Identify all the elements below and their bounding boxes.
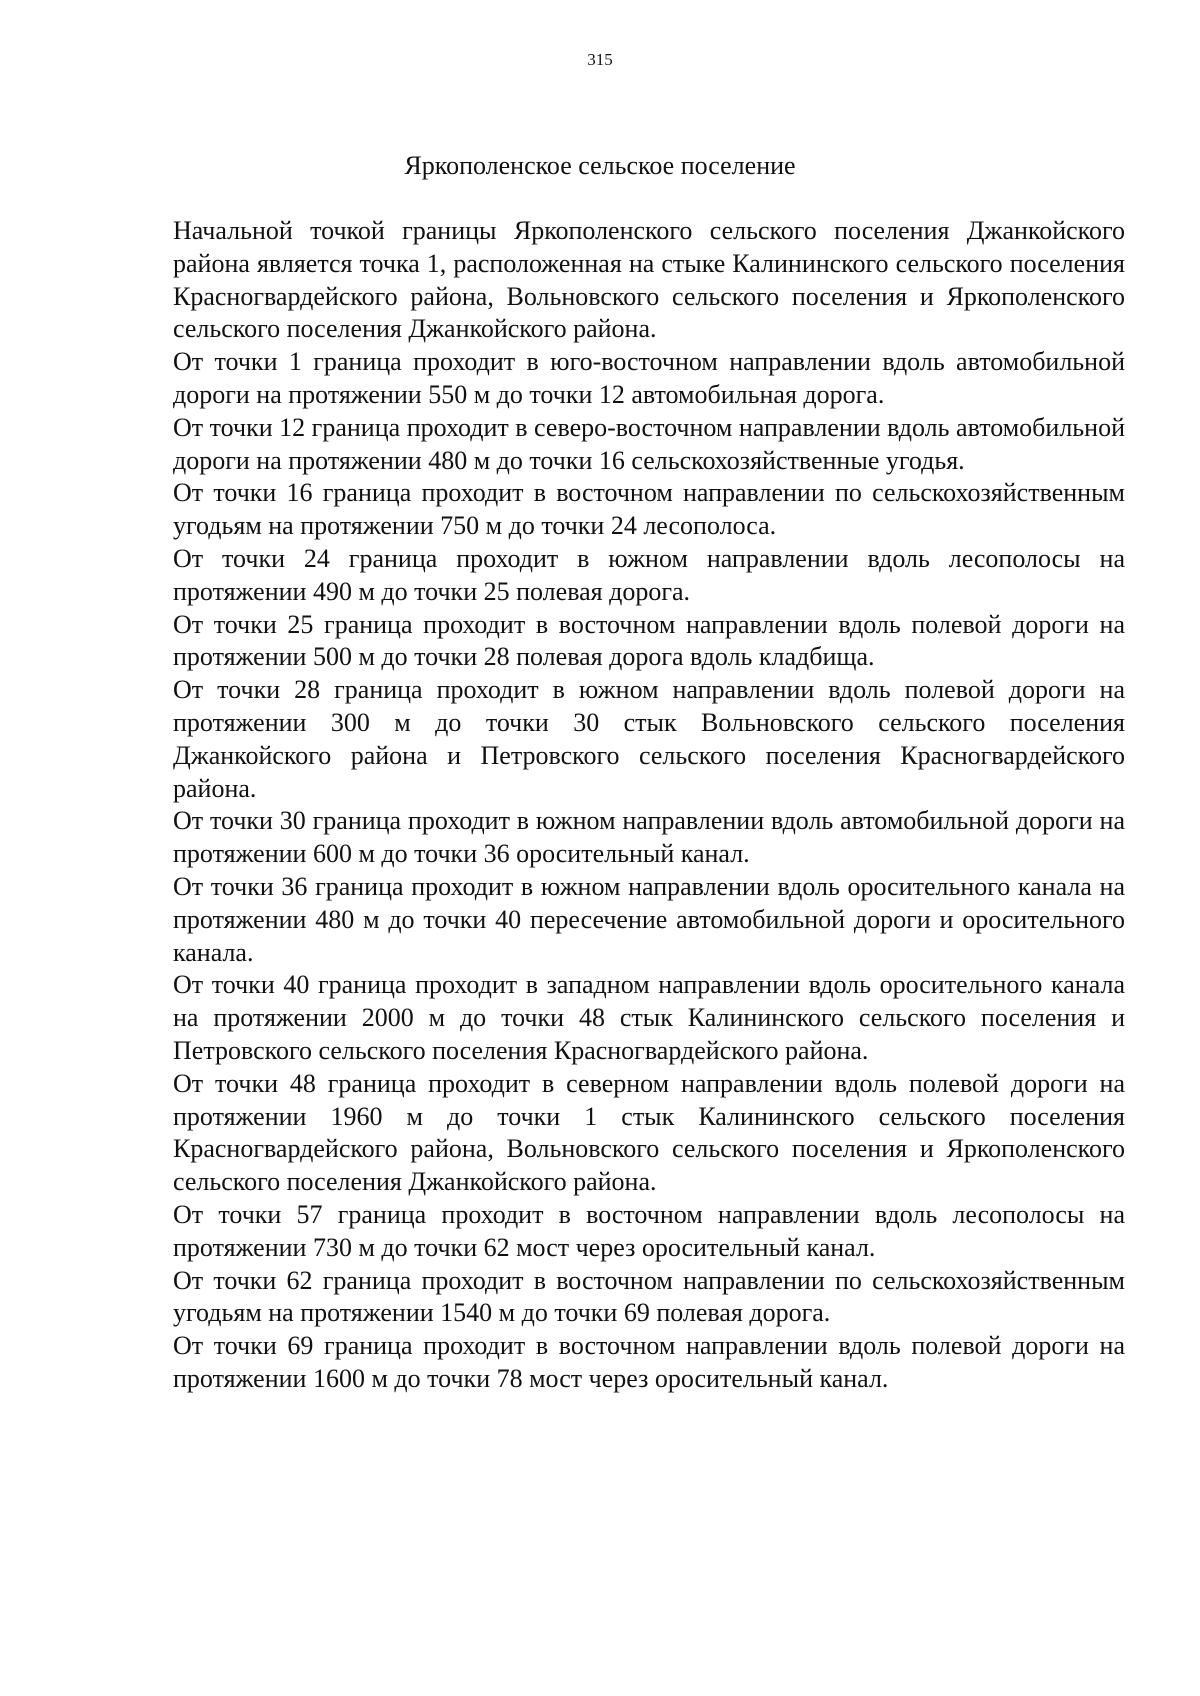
page-number: 315: [587, 50, 613, 69]
paragraph: От точки 28 граница проходит в южном направлении вдоль полевой дороги на протяжении 300 м до точки 30 стык Вольновского сельского поселения Джанкойского района и Петровского сельского поселения Красногвардейского района.: [173, 675, 1125, 803]
paragraph: От точки 30 граница проходит в южном направлении вдоль автомобильной дороги на протяжении 600 м до точки 36 оросительный канал.: [173, 806, 1125, 869]
paragraph: От точки 48 граница проходит в северном направлении вдоль полевой дороги на протяжении 1960 м до точки 1 стык Калининского сельского поселения Красногвардейского района, Вольновского сельского поселения и Яркополенского сельского поселения Джанкойского района.: [173, 1068, 1125, 1197]
paragraph: Начальной точкой границы Яркополенского сельского поселения Джанкойского района является точка 1, расположенная на стыке Калининского сельского поселения Красногвардейского района, Вольновского сельского поселения и Яркополенского сельского поселения Джанкойского района.: [173, 216, 1125, 344]
paragraph: От точки 16 граница проходит в восточном направлении по сельскохозяйственным угодьям на протяжении 750 м до точки 24 лесополоса.: [173, 478, 1125, 541]
paragraph: От точки 36 граница проходит в южном направлении вдоль оросительного канала на протяжении 480 м до точки 40 пересечение автомобильной дороги и оросительного канала.: [173, 871, 1125, 967]
boundary-description: [173, 215, 1125, 1396]
section-title: Яркополенское сельское поселение: [404, 151, 796, 180]
paragraph: От точки 25 граница проходит в восточном направлении вдоль полевой дороги на протяжении 500 м до точки 28 полевая дорога вдоль кладбища.: [173, 609, 1125, 672]
paragraph: От точки 62 граница проходит в восточном направлении по сельскохозяйственным угодьям на протяжении 1540 м до точки 69 полевая дорога.: [173, 1265, 1125, 1328]
paragraph: От точки 12 граница проходит в северо-восточном направлении вдоль автомобильной дороги на протяжении 480 м до точки 16 сельскохозяйственные угодья.: [173, 412, 1125, 475]
paragraph: От точки 69 граница проходит в восточном направлении вдоль полевой дороги на протяжении 1600 м до точки 78 мост через оросительный канал.: [173, 1331, 1125, 1393]
paragraph: От точки 24 граница проходит в южном направлении вдоль лесополосы на протяжении 490 м до точки 25 полевая дорога.: [173, 543, 1125, 606]
paragraph: От точки 40 граница проходит в западном направлении вдоль оросительного канала на протяжении 2000 м до точки 48 стык Калининского сельского поселения и Петровского сельского поселения Красногвардейского района.: [173, 970, 1125, 1065]
paragraph: От точки 1 граница проходит в юго-восточном направлении вдоль автомобильной дороги на протяжении 550 м до точки 12 автомобильная дорога.: [173, 347, 1125, 409]
paragraph: От точки 57 граница проходит в восточном направлении вдоль лесополосы на протяжении 730 м до точки 62 мост через оросительный канал.: [173, 1199, 1125, 1262]
